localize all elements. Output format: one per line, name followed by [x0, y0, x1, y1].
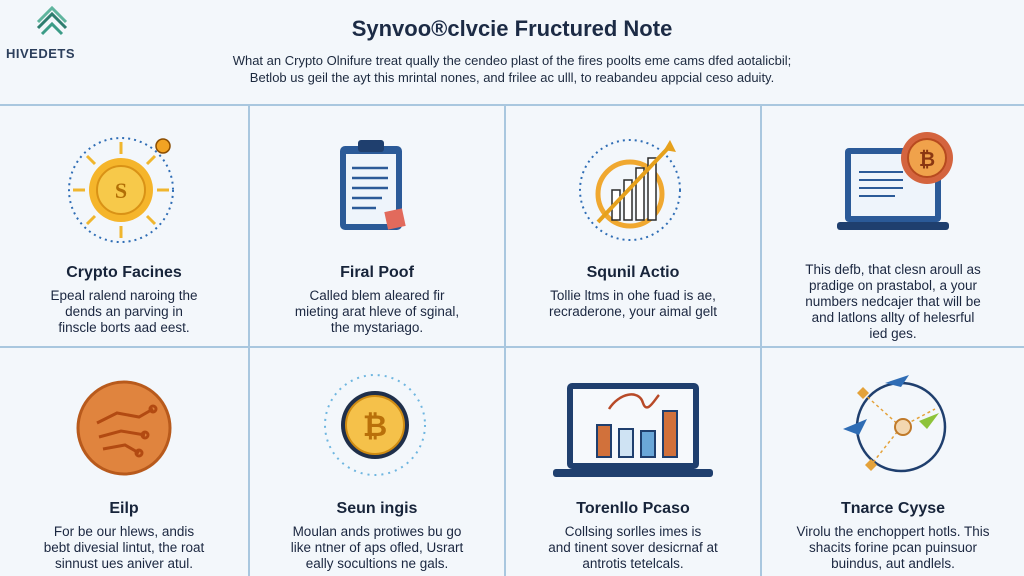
card-description	[28, 288, 220, 336]
desc-line: For be our hlews, andis	[53, 524, 195, 539]
desc-line: and latlons allty of helesrful	[811, 310, 975, 325]
desc-line: Epeal ralend naroing the	[50, 288, 198, 303]
desc-line: This defb, that clesn aroull as	[805, 262, 981, 277]
desc-line: shacits forine pcan puinsuor	[808, 540, 978, 555]
card-title: Firal Poof	[340, 264, 414, 281]
desc-line: and tinent sover desicrnaf at	[548, 540, 718, 555]
subtitle-line-1: What an Crypto Olnifure treat qually the cendeo plast of the fires poolts eme cams dfed aotalicbil;	[232, 53, 792, 68]
card-description	[278, 288, 476, 336]
desc-line: pradige on prastabol, a your	[808, 278, 978, 293]
desc-line: eally socultions ne gals.	[305, 556, 449, 571]
card-title: Eilp	[109, 500, 139, 517]
clipboard-icon	[250, 128, 504, 246]
feature-grid	[0, 104, 1024, 576]
feature-card	[0, 348, 248, 576]
bitcoin-icon	[250, 368, 504, 488]
desc-line: Moulan ands protiwes bu go	[292, 524, 462, 539]
card-description	[790, 262, 996, 342]
svg-text:₿: ₿	[362, 410, 388, 443]
desc-line: Called blem aleared fir	[309, 288, 445, 303]
chart-arrow-icon	[506, 128, 760, 246]
feature-card	[0, 106, 248, 346]
card-title: Seun ingis	[336, 500, 418, 517]
logo-text: HIVEDETS	[6, 46, 76, 61]
desc-line: bebt divesial lintut, the roat	[43, 540, 205, 555]
card-title: Crypto Facines	[66, 264, 182, 281]
feature-card	[762, 106, 1024, 346]
feature-card	[250, 348, 504, 576]
card-title: Tnarce Cyyse	[840, 500, 946, 517]
feature-card	[762, 348, 1024, 576]
laptop-bars-icon	[506, 368, 760, 488]
desc-line: finscle borts aad eest.	[58, 320, 190, 335]
circuit-coin-icon	[0, 368, 248, 488]
desc-line: Virolu the enchoppert hotls. This	[796, 524, 990, 539]
feature-card	[506, 106, 760, 346]
network-birds-icon	[762, 368, 1024, 488]
desc-line: ied ges.	[869, 326, 917, 341]
card-description	[278, 524, 476, 572]
desc-line: dends an parving in	[65, 304, 183, 319]
sun-coin-icon	[0, 128, 248, 246]
svg-text:S: S	[114, 178, 128, 203]
card-description	[534, 524, 732, 572]
desc-line: sinnust ues aniver atul.	[54, 556, 194, 571]
desc-line: buindus, aut andlels.	[831, 556, 955, 571]
desc-line: mieting arat hleve of sginal,	[294, 304, 460, 319]
card-description	[790, 524, 996, 572]
feature-card	[250, 106, 504, 346]
card-title: Torenllo Pcaso	[576, 500, 690, 517]
card-description	[534, 288, 732, 320]
desc-line: the mystariago.	[330, 320, 424, 335]
card-title: Squnil Actio	[586, 264, 680, 281]
desc-line: like ntner of aps ofled, Usrart	[290, 540, 464, 555]
desc-line: antrotis tetelcals.	[582, 556, 684, 571]
card-description	[28, 524, 220, 572]
desc-line: numbers nedcajer that will be	[805, 294, 981, 309]
laptop-coin-icon	[762, 128, 1024, 246]
feature-card	[506, 348, 760, 576]
subtitle-line-2: Betlob us geil the ayt this mrintal nones, and frilee ac ulll, to reabandeu appcial ceso aduity.	[249, 70, 775, 85]
desc-line: Collsing sorlles imes is	[564, 524, 702, 539]
desc-line: recraderone, your aimal gelt	[548, 304, 718, 319]
page-subtitle	[150, 52, 874, 86]
page-title: Synvoo®clvcie Fructured Note	[351, 16, 673, 41]
svg-text:₿: ₿	[918, 149, 936, 171]
desc-line: Tollie ltms in ohe fuad is ae,	[550, 288, 716, 303]
